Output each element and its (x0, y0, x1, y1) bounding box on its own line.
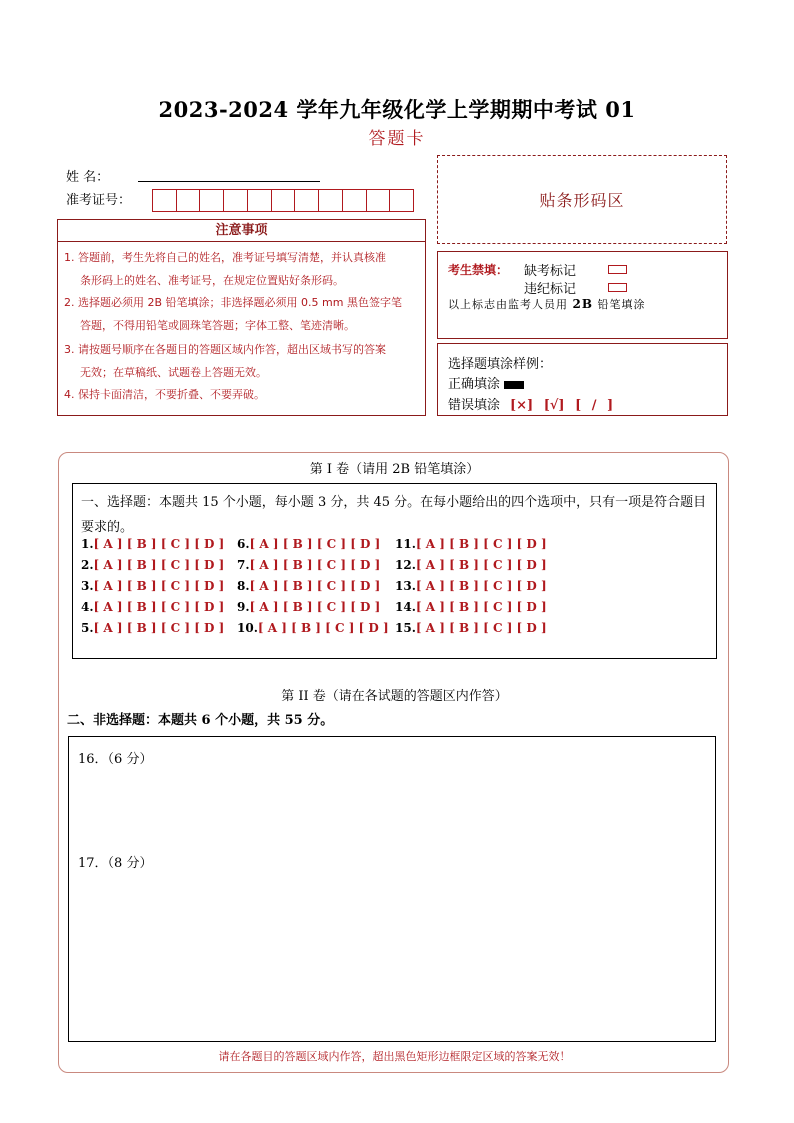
mc-options[interactable]: [ A ] [ B ] [ C ] [ D ] (249, 579, 381, 593)
mc-question-number: 4. (81, 600, 94, 614)
absent-label: 缺考标记 (524, 264, 577, 279)
mc-question-number: 5. (81, 621, 94, 635)
mc-question-number: 15. (395, 621, 416, 635)
mc-question-number: 6. (237, 537, 250, 551)
id-digit-box[interactable] (319, 190, 343, 211)
mc-question-row (237, 600, 380, 614)
fill-sample-box (437, 343, 728, 416)
part2-title: 第 II 卷（请在各试题的答题区内作答） (281, 689, 508, 704)
mc-question-number: 7. (237, 558, 250, 572)
mc-question-number: 14. (395, 600, 416, 614)
mc-options[interactable]: [ A ] [ B ] [ C ] [ D ] (415, 558, 547, 572)
name-field[interactable] (138, 181, 320, 182)
mc-options[interactable]: [ A ] [ B ] [ C ] [ D ] (93, 621, 225, 635)
ban-title: 考生禁填： (448, 263, 509, 277)
id-digit-box[interactable] (248, 190, 272, 211)
absent-mark-row (524, 260, 576, 279)
id-label: 准考证号： (66, 193, 132, 208)
mc-question-number: 9. (237, 600, 250, 614)
id-digit-box[interactable] (200, 190, 224, 211)
mc-question-number: 3. (81, 579, 94, 593)
notice-text: 保持卡面清洁，不要折叠、不要弄破。 (78, 388, 265, 401)
page-title: 2023-2024 学年九年级化学上学期期中考试 01 (158, 97, 636, 122)
wrong-marks: [×] [√] [ / ] (510, 398, 614, 413)
ban-note (448, 296, 646, 312)
id-digit-box[interactable] (390, 190, 413, 211)
mc-question-row (237, 558, 380, 572)
mc-question-number: 2. (81, 558, 94, 572)
mc-options[interactable]: [ A ] [ B ] [ C ] [ D ] (249, 600, 381, 614)
id-digit-box[interactable] (272, 190, 296, 211)
mc-question-row (81, 537, 224, 551)
mc-question-number: 1. (81, 537, 94, 551)
id-number-boxes[interactable] (152, 189, 414, 212)
mc-options[interactable]: [ A ] [ B ] [ C ] [ D ] (93, 600, 225, 614)
page-subtitle: 答题卡 (368, 129, 426, 149)
mc-options[interactable]: [ A ] [ B ] [ C ] [ D ] (415, 579, 547, 593)
notice-num: 2. (64, 296, 75, 309)
examiner-only-box (437, 251, 728, 339)
id-digit-box[interactable] (153, 190, 177, 211)
mc-options[interactable]: [ A ] [ B ] [ C ] [ D ] (249, 558, 381, 572)
mc-question-row (237, 537, 380, 551)
mc-question-row (81, 579, 224, 593)
mc-question-number: 10. (237, 621, 258, 635)
mc-question-row (237, 579, 380, 593)
question-17-label: 17．（8 分） (78, 856, 153, 871)
sample-wrong-row (448, 394, 613, 413)
notice-item-2 (64, 291, 420, 337)
filled-block-icon (504, 381, 524, 389)
mc-question-number: 8. (237, 579, 250, 593)
notice-heading: 注意事项 (57, 219, 426, 242)
sample-correct-label: 正确填涂 (448, 377, 501, 392)
mc-question-row (81, 558, 224, 572)
notice-item-4 (64, 383, 420, 406)
notice-num: 4. (64, 388, 75, 401)
id-digit-box[interactable] (224, 190, 248, 211)
notice-text: 选择题必须用 2B 铅笔填涂；非选择题必须用 0.5 mm 黑色签字笔 (78, 296, 402, 309)
violation-checkbox[interactable] (608, 283, 627, 292)
ban-note-bold: 2B (572, 297, 593, 311)
mc-question-row (395, 537, 547, 551)
mc-options[interactable]: [ A ] [ B ] [ C ] [ D ] (93, 579, 225, 593)
sample-title: 选择题填涂样例： (448, 357, 553, 372)
mc-options[interactable]: [ A ] [ B ] [ C ] [ D ] (257, 621, 389, 635)
mc-question-row (395, 600, 547, 614)
part2-intro: 二、非选择题：本题共 6 个小题，共 55 分。 (67, 713, 334, 728)
answer-area[interactable] (68, 736, 716, 1042)
ban-note-pre: 以上标志由监考人员用 (448, 298, 568, 311)
mc-options[interactable]: [ A ] [ B ] [ C ] [ D ] (249, 537, 381, 551)
mc-options[interactable]: [ A ] [ B ] [ C ] [ D ] (415, 600, 547, 614)
notice-text: 请按题号顺序在各题目的答题区域内作答，超出区域书写的答案 (78, 343, 386, 356)
multiple-choice-box (72, 483, 717, 659)
mc-options[interactable]: [ A ] [ B ] [ C ] [ D ] (93, 558, 225, 572)
part1-intro: 一、选择题：本题共 15 个小题，每小题 3 分，共 45 分。在每小题给出的四个选项中，只有一项是符合题目要求的。 (81, 495, 707, 535)
id-digit-box[interactable] (367, 190, 391, 211)
mc-question-row (395, 579, 547, 593)
id-digit-box[interactable] (295, 190, 319, 211)
notice-item-1 (64, 246, 420, 292)
notice-item-3 (64, 338, 420, 384)
notice-num: 1. (64, 251, 75, 264)
barcode-area: 贴条形码区 (437, 155, 727, 244)
notice-text-cont: 无效；在草稿纸、试题卷上答题无效。 (80, 366, 267, 379)
mc-question-row (395, 621, 547, 635)
mc-options[interactable]: [ A ] [ B ] [ C ] [ D ] (415, 621, 547, 635)
mc-options[interactable]: [ A ] [ B ] [ C ] [ D ] (415, 537, 547, 551)
mc-question-number: 13. (395, 579, 416, 593)
ban-note-post: 铅笔填涂 (597, 298, 646, 311)
question-16-label: 16．（6 分） (78, 752, 153, 767)
mc-question-number: 12. (395, 558, 416, 572)
sample-wrong-label: 错误填涂 (448, 398, 501, 413)
notice-text-cont: 条形码上的姓名、准考证号，在规定位置贴好条形码。 (80, 274, 344, 287)
notice-text-cont: 答题，不得用铅笔或圆珠笔答题；字体工整、笔迹清晰。 (80, 319, 355, 332)
violation-mark-row (524, 278, 576, 297)
mc-question-number: 11. (395, 537, 416, 551)
name-label: 姓 名： (66, 170, 110, 185)
id-digit-box[interactable] (343, 190, 367, 211)
footer-warning: 请在各题目的答题区域内作答，超出黑色矩形边框限定区域的答案无效！ (218, 1050, 571, 1063)
answer-sheet-main (58, 452, 729, 1073)
mc-question-row (81, 621, 224, 635)
sample-correct-row (448, 373, 524, 392)
mc-question-row (395, 558, 547, 572)
mc-question-row (237, 621, 389, 635)
notice-num: 3. (64, 343, 75, 356)
part1-title: 第 I 卷（请用 2B 铅笔填涂） (309, 462, 480, 477)
id-digit-box[interactable] (177, 190, 201, 211)
notice-text: 答题前，考生先将自己的姓名，准考证号填写清楚，并认真核准 (78, 251, 386, 264)
notice-body (57, 242, 426, 416)
absent-checkbox[interactable] (608, 265, 627, 274)
mc-question-row (81, 600, 224, 614)
mc-options[interactable]: [ A ] [ B ] [ C ] [ D ] (93, 537, 225, 551)
violation-label: 违纪标记 (524, 282, 577, 297)
